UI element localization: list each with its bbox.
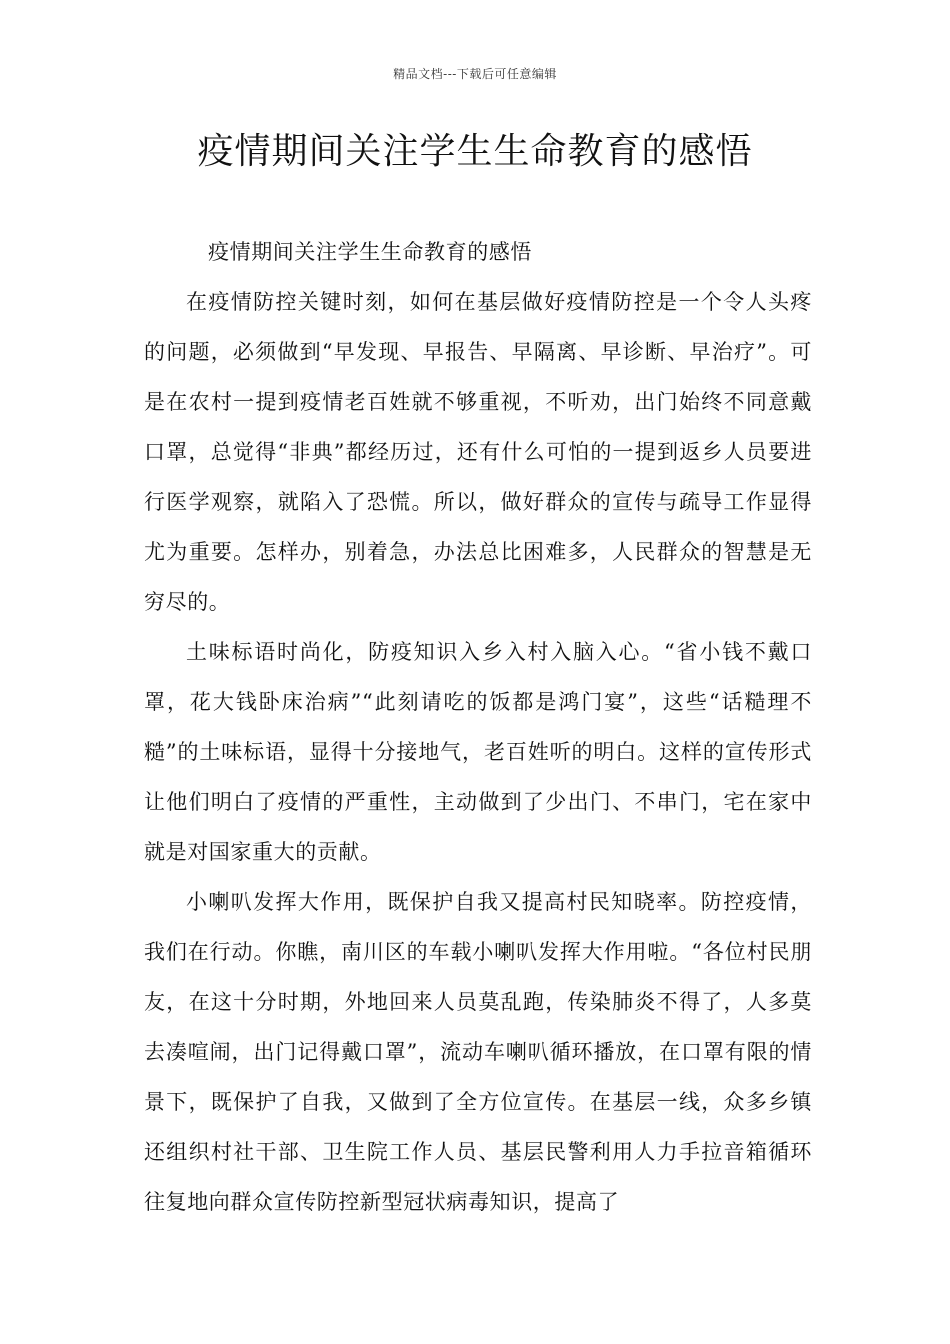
header-note: 精品文档---下载后可任意编辑 [393, 67, 557, 81]
document-body [144, 227, 812, 1227]
document-title: 疫情期间关注学生生命教育的感悟 [197, 131, 753, 172]
paragraph-2: 土味标语时尚化，防疫知识入乡入村入脑入心。“省小钱不戴口罩，花大钱卧床治病”“此刻请吃的饭都是鸿门宴”，这些“话糙理不糙”的土味标语，显得十分接地气，老百姓听的明白。这样的宣传形式让他们明白了疫情的严重性，主动做到了少出门、不串门，宅在家中就是对国家重大的贡献。 [144, 640, 812, 864]
paragraph-1: 在疫情防控关键时刻，如何在基层做好疫情防控是一个令人头疼的问题，必须做到“早发现、早报告、早隔离、早诊断、早治疗”。可是在农村一提到疫情老百姓就不够重视，不听劝，出门始终不同意戴口罩，总觉得“非典”都经历过，还有什么可怕的一提到返乡人员要进行医学观察，就陷入了恐慌。所以，做好群众的宣传与疏导工作显得尤为重要。怎样办，别着急，办法总比困难多，人民群众的智慧是无穷尽的。 [144, 290, 812, 614]
paragraph-subtitle: 疫情期间关注学生生命教育的感悟 [208, 240, 532, 264]
paragraph-3: 小喇叭发挥大作用，既保护自我又提高村民知晓率。防控疫情，我们在行动。你瞧，南川区的车载小喇叭发挥大作用啦。“各位村民朋友，在这十分时期，外地回来人员莫乱跑，传染肺炎不得了，人多莫去凑喧闹，出门记得戴口罩”，流动车喇叭循环播放，在口罩有限的情景下，既保护了自我，又做到了全方位宣传。在基层一线，众多乡镇还组织村社干部、卫生院工作人员、基层民警利用人力手拉音箱循环往复地向群众宣传防控新型冠状病毒知识，提高了 [144, 890, 812, 1214]
